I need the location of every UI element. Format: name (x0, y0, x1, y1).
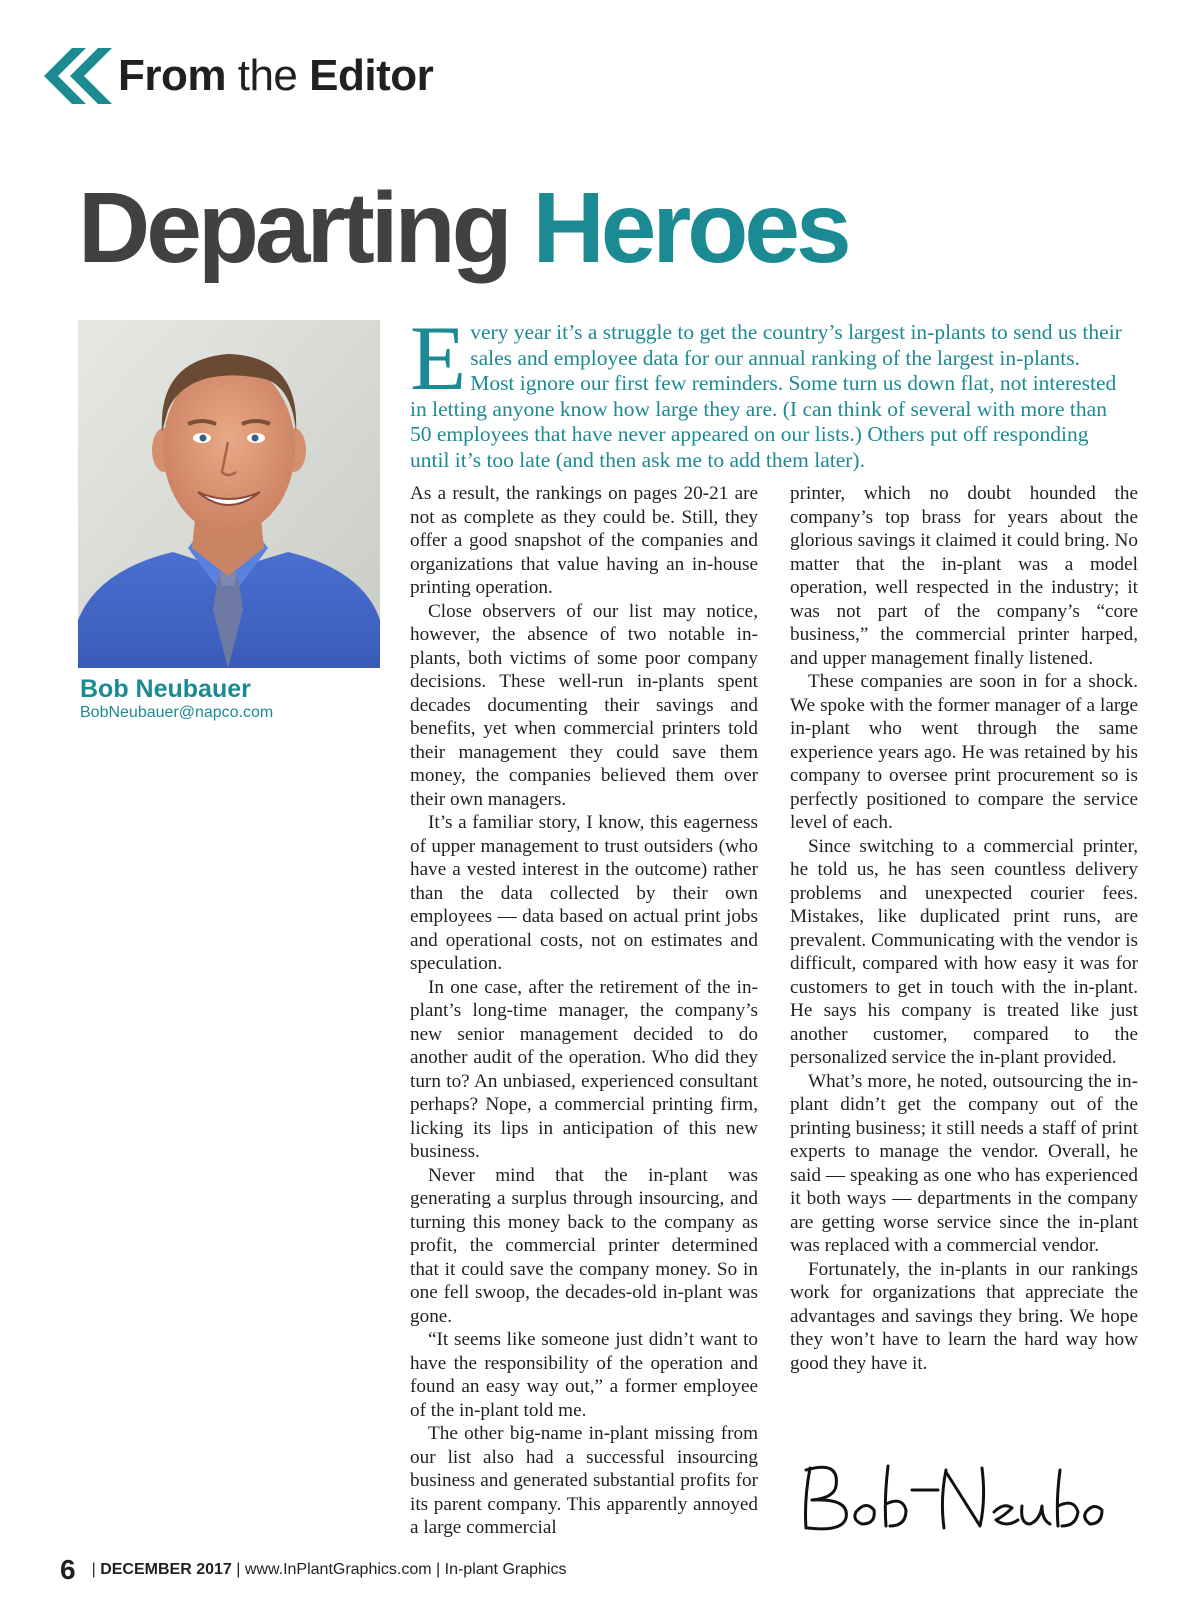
paragraph: Close observers of our list may notice, however, the absence of two notable in-plants, both victims of some poor company decisions. These well-run in-plants spent decades documenting their savings and benefits, yet when commercial printers told their management they could save them money, the companies believed them over their own managers. (410, 600, 758, 810)
paragraph: “It seems like someone just didn’t want to have the responsibility of the operation and found an easy way out,” a former employee of the in-plant told me. (410, 1329, 758, 1421)
section-title: From the Editor (118, 51, 434, 100)
paragraph: What’s more, he noted, outsourcing the in-plant didn’t get the company out of the printing business; it still needs a staff of print experts to manage the vendor. Overall, he said — speaking as one who has experienced it both ways — departments in the company are getting worse service since the in-plant was replaced with a commercial vendor. (790, 1070, 1138, 1256)
author-photo (78, 320, 380, 668)
issue-date: DECEMBER 2017 (100, 1561, 232, 1578)
double-chevron-left-icon (42, 46, 112, 106)
paragraph: The other big-name in-plant missing from our list also had a successful insourcing business and generated substantial profits for its parent company. This apparently annoyed a large commercial (410, 1423, 758, 1538)
publication-name: In-plant Graphics (444, 1561, 567, 1578)
paragraph: It’s a familiar story, I know, this eagerness of upper management to trust outsiders (who have a vested interest in the outcome) rather than the data collected by their own employees — data based on actual print jobs and operational costs, not on estimates and speculation. (410, 812, 758, 974)
footer-info: | DECEMBER 2017 | www.InPlantGraphics.com | In-plant Graphics (91, 1561, 567, 1578)
intro-text: very year it’s a struggle to get the country’s largest in-plants to send us their sales and employee data for our annual ranking of the largest in-plants. Most ignore our first few reminders. Some turn us down flat, not interested in letting anyone know how large they are. (I can think of several with more than 50 employees that have never appeared on our lists.) Others put off responding until it’s too late (and then ask me to add them later). (410, 320, 1122, 472)
author-name: Bob Neubauer (80, 675, 251, 703)
paragraph: These companies are soon in for a shock. We spoke with the former manager of a large in-plant who went through the same experience years ago. He was retained by his company to oversee print procurement so is perfectly positioned to compare the service level of each. (790, 671, 1138, 833)
page-footer (60, 1552, 566, 1588)
headline-word-1: Departing (78, 172, 509, 284)
section-header (42, 46, 433, 106)
drop-cap: E (410, 307, 467, 409)
paragraph: printer, which no doubt hounded the company’s top brass for years about the glorious savings it claimed it could bring. No matter that the in-plant was a model operation, well respected in the industry; it was not part of the company’s “core business,” the commercial printer harped, and upper management finally listened. (790, 483, 1138, 669)
author-email[interactable]: BobNeubauer@napco.com (80, 704, 274, 721)
paragraph: Since switching to a commercial printer, he told us, he has seen countless delivery problems and unexpected courier fees. Mistakes, like duplicated print runs, are prevalent. Communicating with the vendor is difficult, compared with how easy it was for customers to get in touch with the in-plant. He says his company is treated like just another customer, compared to the personalized service the in-plant provided. (790, 835, 1138, 1068)
headline-word-2: Heroes (532, 172, 848, 284)
author-signature (790, 1450, 1120, 1540)
paragraph: As a result, the rankings on pages 20-21 are not as complete as they could be. Still, they offer a good snapshot of the companies and organizations that value having an in-house printing operation. (410, 483, 758, 598)
body-column-2 (790, 482, 1138, 1375)
paragraph: Never mind that the in-plant was generating a surplus through insourcing, and turning this money back to the company as profit, the commercial printer determined that it could save the company money. So in one fell swoop, the decades-old in-plant was gone. (410, 1164, 758, 1327)
article-headline (78, 172, 848, 284)
intro-paragraph (410, 307, 1124, 473)
body-column-1 (410, 482, 758, 1540)
paragraph: In one case, after the retirement of the in-plant’s long-time manager, the company’s new senior management decided to do another audit of the operation. Who did they turn to? An unbiased, experienced consultant perhaps? Nope, a commercial printing firm, licking its lips in anticipation of this new business. (410, 976, 758, 1162)
page-number: 6 (60, 1554, 76, 1585)
website-link[interactable]: www.InPlantGraphics.com (244, 1561, 432, 1578)
paragraph: Fortunately, the in-plants in our rankings work for organizations that appreciate the advantages and savings they bring. We hope they won’t have to learn the hard way how good they have it. (790, 1258, 1138, 1374)
